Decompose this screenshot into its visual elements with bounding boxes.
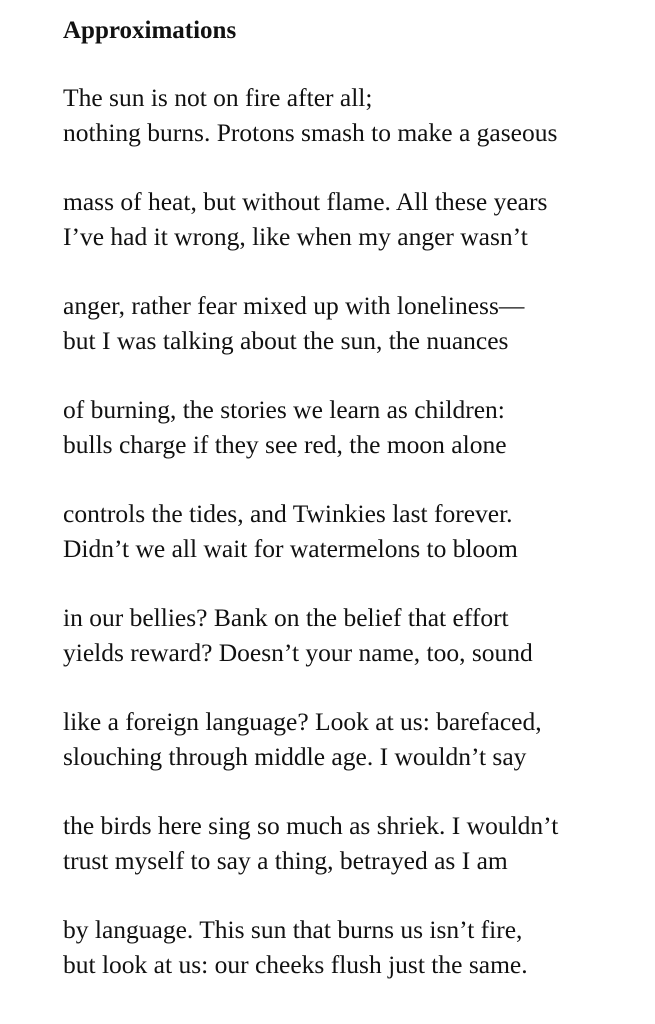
- stanza-5: [63, 496, 643, 566]
- poem-title: Approximations: [63, 17, 237, 44]
- poem-line: Didn’t we all wait for watermelons to bloom: [63, 534, 518, 563]
- poem-line: trust myself to say a thing, betrayed as I am: [63, 846, 508, 875]
- poem-line: like a foreign language? Look at us: barefaced,: [63, 707, 542, 736]
- stanza-3: [63, 288, 643, 358]
- poem-line: the birds here sing so much as shriek. I wouldn’t: [63, 811, 559, 840]
- poem-line: nothing burns. Protons smash to make a gaseous: [63, 118, 558, 147]
- poem-line: of burning, the stories we learn as children:: [63, 395, 505, 424]
- poem-line: mass of heat, but without flame. All these years: [63, 187, 548, 216]
- stanza-6: [63, 600, 643, 670]
- stanza-7: [63, 704, 643, 774]
- poem-line: I’ve had it wrong, like when my anger wasn’t: [63, 222, 528, 251]
- poem-page: [63, 14, 643, 1016]
- poem-line: but I was talking about the sun, the nuances: [63, 326, 509, 355]
- poem-line: anger, rather fear mixed up with loneliness—: [63, 291, 525, 320]
- stanza-2: [63, 184, 643, 254]
- poem-line: by language. This sun that burns us isn’t fire,: [63, 915, 523, 944]
- stanza-8: [63, 808, 643, 878]
- stanza-4: [63, 392, 643, 462]
- poem-line: but look at us: our cheeks flush just the same.: [63, 950, 528, 979]
- poem-line: slouching through middle age. I wouldn’t say: [63, 742, 527, 771]
- poem-line: yields reward? Doesn’t your name, too, sound: [63, 638, 533, 667]
- poem-line: bulls charge if they see red, the moon alone: [63, 430, 507, 459]
- poem-line: The sun is not on fire after all;: [63, 83, 373, 112]
- stanza-9: [63, 912, 643, 982]
- stanza-1: [63, 80, 643, 150]
- poem-line: controls the tides, and Twinkies last forever.: [63, 499, 513, 528]
- poem-line: in our bellies? Bank on the belief that effort: [63, 603, 509, 632]
